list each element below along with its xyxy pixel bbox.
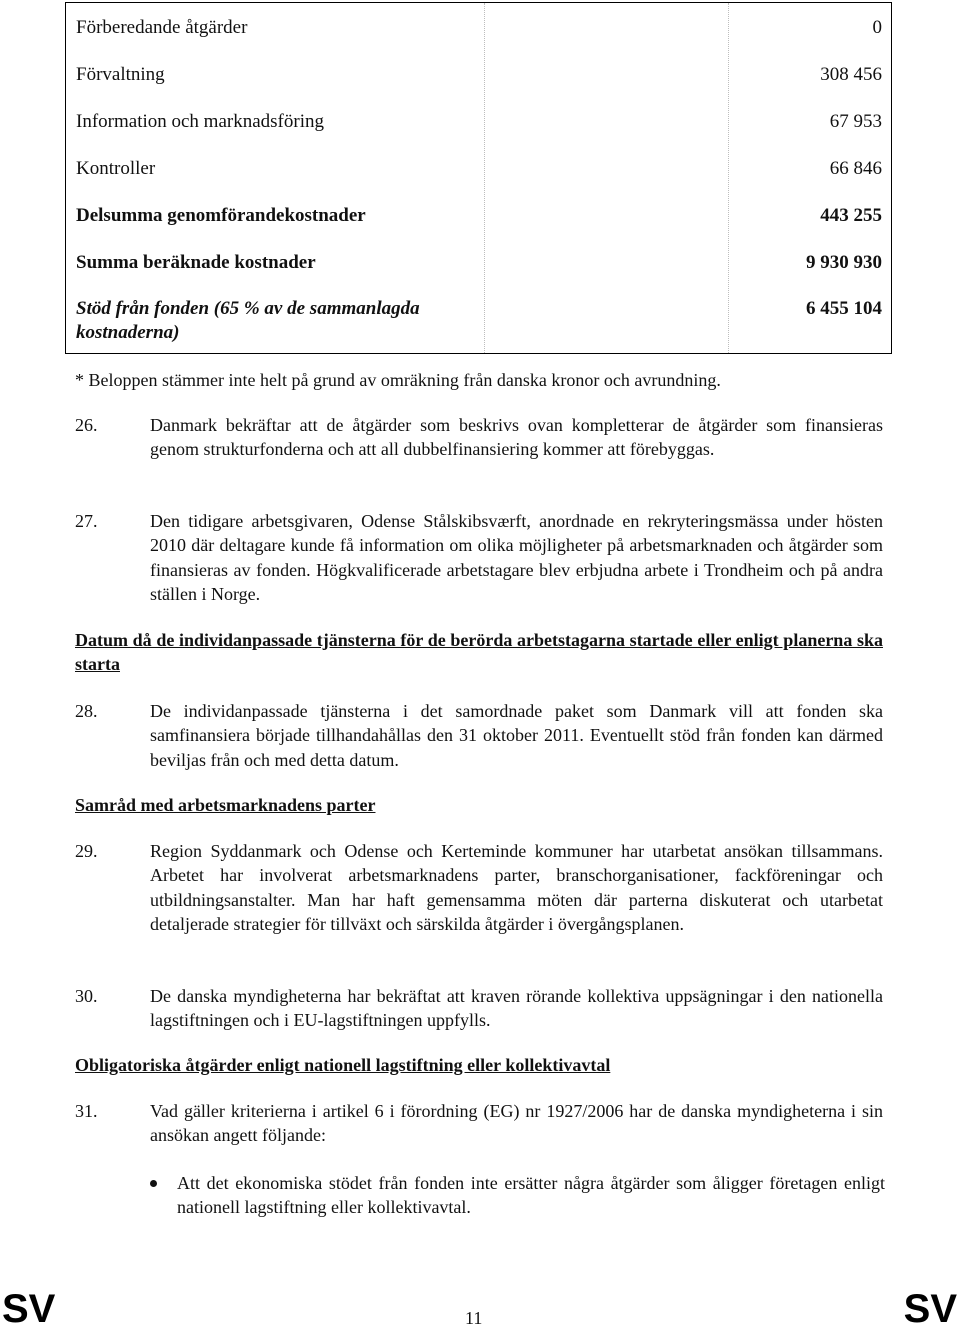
row-value: 67 953 xyxy=(829,111,882,132)
row-label: Information och marknadsföring xyxy=(76,111,324,132)
section-heading: Datum då de individanpassade tjänsterna för de berörda arbetstagarna startade eller enligt planerna ska starta xyxy=(75,630,883,675)
table-divider xyxy=(728,3,729,353)
paragraph-text: Vad gäller kriterierna i artikel 6 i förordning (EG) nr 1927/2006 har de danska myndigheterna i sin ansökan angett följande: xyxy=(150,1101,883,1146)
page-number: 11 xyxy=(465,1308,483,1328)
paragraph-number: 26. xyxy=(75,415,98,435)
row-value: 9 930 930 xyxy=(806,252,882,273)
row-value: 443 255 xyxy=(820,205,882,226)
paragraph-number: 30. xyxy=(75,986,98,1006)
row-label: Delsumma genomförandekostnader xyxy=(76,205,366,226)
row-label: Förberedande åtgärder xyxy=(76,17,248,38)
row-value: 0 xyxy=(872,17,882,38)
row-label: Summa beräknade kostnader xyxy=(76,252,316,273)
paragraph-text: Region Syddanmark och Odense och Kerteminde kommuner har utarbetat ansökan tillsammans. Arbetet har involverat arbetsmarknadens parter, branschorganisationer, fackföreningar och utbildningsanstalter. Man har haft gemensamma möten där parterna diskuterat och utarbetat detaljerade strategier för tillväxt och särskilda åtgärder i övergångsplanen. xyxy=(150,841,883,935)
bullet-item xyxy=(150,1171,885,1220)
paragraph-text: De individanpassade tjänsterna i det samordnade paket som Danmark vill att fonden ska samfinansiera började tillhandahållas den 31 oktober 2011. Eventuellt stöd från fonden kan därmed beviljas från och med detta datum. xyxy=(150,701,883,770)
paragraph-text: Den tidigare arbetsgivaren, Odense Stålskibsværft, anordnade en rekryteringsmässa under hösten 2010 där deltagare kunde få information om olika möjligheter på arbetsmarknaden och åtgärder som finansieras av fonden. Högkvalificerade arbetstagare blev erbjudna arbete i Trondheim och på andra ställen i Norge. xyxy=(150,511,883,605)
bullet-icon xyxy=(150,1180,157,1187)
row-value: 66 846 xyxy=(829,158,882,179)
row-label: Förvaltning xyxy=(76,64,165,85)
paragraph-number: 28. xyxy=(75,701,98,721)
paragraph-number: 29. xyxy=(75,841,98,861)
paragraph-28 xyxy=(75,699,883,772)
paragraph-26 xyxy=(75,413,883,462)
section-heading: Obligatoriska åtgärder enligt nationell lagstiftning eller kollektivavtal xyxy=(75,1055,611,1075)
language-code-left: SV xyxy=(2,1287,56,1331)
paragraph-number: 31. xyxy=(75,1101,98,1121)
row-value: 6 455 104 xyxy=(806,298,882,319)
cost-table xyxy=(65,2,892,354)
paragraph-30 xyxy=(75,984,883,1033)
row-value: 308 456 xyxy=(820,64,882,85)
paragraph-text: De danska myndigheterna har bekräftat att kraven rörande kollektiva uppsägningar i den nationella lagstiftningen och i EU-lagstiftningen uppfylls. xyxy=(150,986,883,1031)
language-code-right: SV xyxy=(903,1287,957,1331)
table-footnote: * Beloppen stämmer inte helt på grund av omräkning från danska kronor och avrundning. xyxy=(75,370,721,390)
paragraph-number: 27. xyxy=(75,511,98,531)
row-label: Kontroller xyxy=(76,158,156,179)
row-label-line: Stöd från fonden (65 % av de sammanlagda xyxy=(76,298,420,319)
bullet-text: Att det ekonomiska stödet från fonden inte ersätter några åtgärder som åligger företagen enligt nationell lagstiftning eller kollektivavtal. xyxy=(177,1173,885,1218)
section-heading: Samråd med arbetsmarknadens parter xyxy=(75,795,376,815)
paragraph-29 xyxy=(75,839,883,937)
paragraph-27 xyxy=(75,509,883,607)
row-label xyxy=(76,297,486,345)
paragraph-31 xyxy=(75,1099,883,1148)
paragraph-text: Danmark bekräftar att de åtgärder som beskrivs ovan kompletterar de åtgärder som finansieras genom strukturfonderna och att all dubbelfinansiering kommer att förebyggas. xyxy=(150,415,883,460)
row-label-line: kostnaderna) xyxy=(76,322,180,343)
